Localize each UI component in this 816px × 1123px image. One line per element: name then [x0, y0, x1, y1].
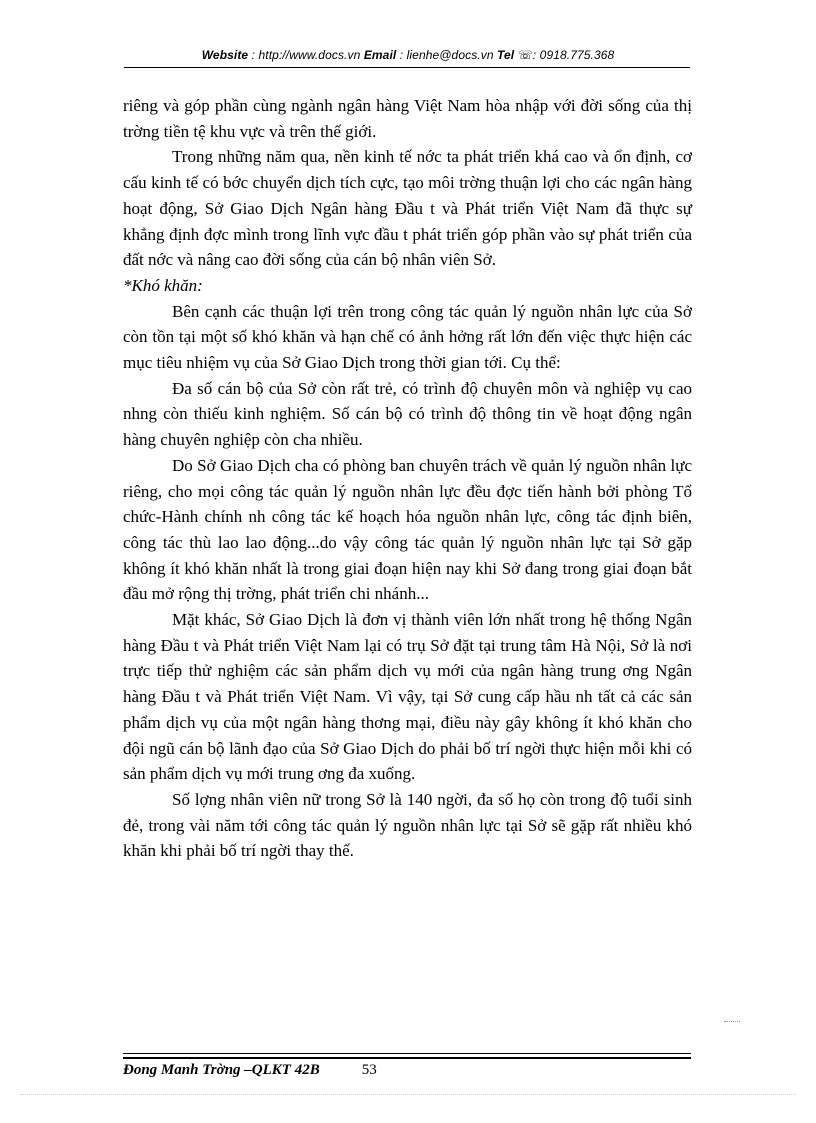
document-body: [123, 93, 692, 864]
paragraph-2: Trong những năm qua, nền kinh tế nớc ta phát triển khá cao và ổn định, cơ cấu kinh tế có bớc chuyển dịch tích cực, tạo môi trờng thuận lợi cho các ngân hàng hoạt động, Sở Giao Dịch Ngân hàng Đầu t và Phát triển Việt Nam đã thực sự khẳng định đợc mình trong lĩnh vực đầu t phát triển góp phần vào sự phát triển của đất nớc và nâng cao đời sống của cán bộ nhân viên Sở.: [123, 147, 692, 270]
page-footer: [123, 1062, 377, 1079]
page-header: [0, 48, 816, 62]
header-divider: [124, 67, 690, 68]
section-label-kho-khan: *Khó khăn:: [123, 275, 203, 295]
paragraph-5: Do Sở Giao Dịch cha có phòng ban chuyên trách về quản lý nguồn nhân lực riêng, cho mọi công tác quản lý nguồn nhân lực đều đợc tiến hành bởi phòng Tổ chức-Hành chính nh công tác kế hoạch hóa nguồn nhân lực, công tác định biên, công tác thù lao lao động...do vậy công tác quản lý nguồn nhân lực tại Sở gặp không ít khó khăn nhất là trong giai đoạn hiện nay khi Sở đang trong giai đoạn bắt đầu mở rộng thị trờng, phát triển chi nhánh...: [123, 455, 692, 604]
tel-label: Tel: [497, 48, 515, 62]
paragraph-4: Đa số cán bộ của Sở còn rất trẻ, có trình độ chuyên môn và nghiệp vụ cao nhng còn thiếu kinh nghiệm. Số cán bộ có trình độ thông tin về hoạt động ngân hàng chuyên nghiệp còn cha nhiều.: [123, 378, 692, 450]
footer-author: Đong Manh Trờng –QLKT 42B: [123, 1062, 320, 1078]
page-edge-dotted-line: [20, 1094, 796, 1095]
paragraph-7: Số lợng nhân viên nữ trong Sở là 140 ngời, đa số họ còn trong độ tuổi sinh đẻ, trong vài năm tới công tác quản lý nguồn nhân lực tại Sở sẽ gặp rất nhiều khó khăn khi phải bố trí ngời thay thế.: [123, 789, 692, 861]
margin-mark: [724, 1021, 740, 1023]
footer-divider-thin: [123, 1053, 691, 1054]
paragraph-3: Bên cạnh các thuận lợi trên trong công tác quản lý nguồn nhân lực của Sở còn tồn tại một số khó khăn và hạn chế có ảnh hởng rất lớn đến việc thực hiện các mục tiêu nhiệm vụ của Sở Giao Dịch trong thời gian tới. Cụ thể:: [123, 301, 692, 373]
footer-divider-thick: [123, 1057, 691, 1059]
website-url[interactable]: : http://www.docs.vn: [251, 48, 361, 62]
website-label: Website: [201, 48, 249, 62]
email-label: Email: [363, 48, 397, 62]
paragraph-6: Mặt khác, Sở Giao Dịch là đơn vị thành viên lớn nhất trong hệ thống Ngân hàng Đầu t và Phát triển Việt Nam lại có trụ Sở đặt tại trung tâm Hà Nội, Sở là nơi trực tiếp thử nghiệm các sản phẩm dịch vụ mới của ngân hàng trung ơng Ngân hàng Đầu t và Phát triển Việt Nam. Vì vậy, tại Sở cung cấp hầu nh tất cả các sản phẩm dịch vụ của một ngân hàng thơng mại, điều này gây không ít khó khăn cho đội ngũ cán bộ lãnh đạo của Sở Giao Dịch do phải bố trí ngời thực hiện mỗi khi có sản phẩm dịch vụ mới trung ơng đa xuống.: [123, 610, 692, 784]
email-address[interactable]: : lienhe@docs.vn: [399, 48, 494, 62]
page-number: 53: [361, 1062, 377, 1078]
tel-number: : 0918.775.368: [532, 48, 615, 62]
phone-icon: ☏: [517, 48, 533, 62]
paragraph-1: riêng và góp phần cùng ngành ngân hàng Việt Nam hòa nhập với đời sống của thị trờng tiền tệ khu vực và trên thế giới.: [123, 96, 692, 141]
